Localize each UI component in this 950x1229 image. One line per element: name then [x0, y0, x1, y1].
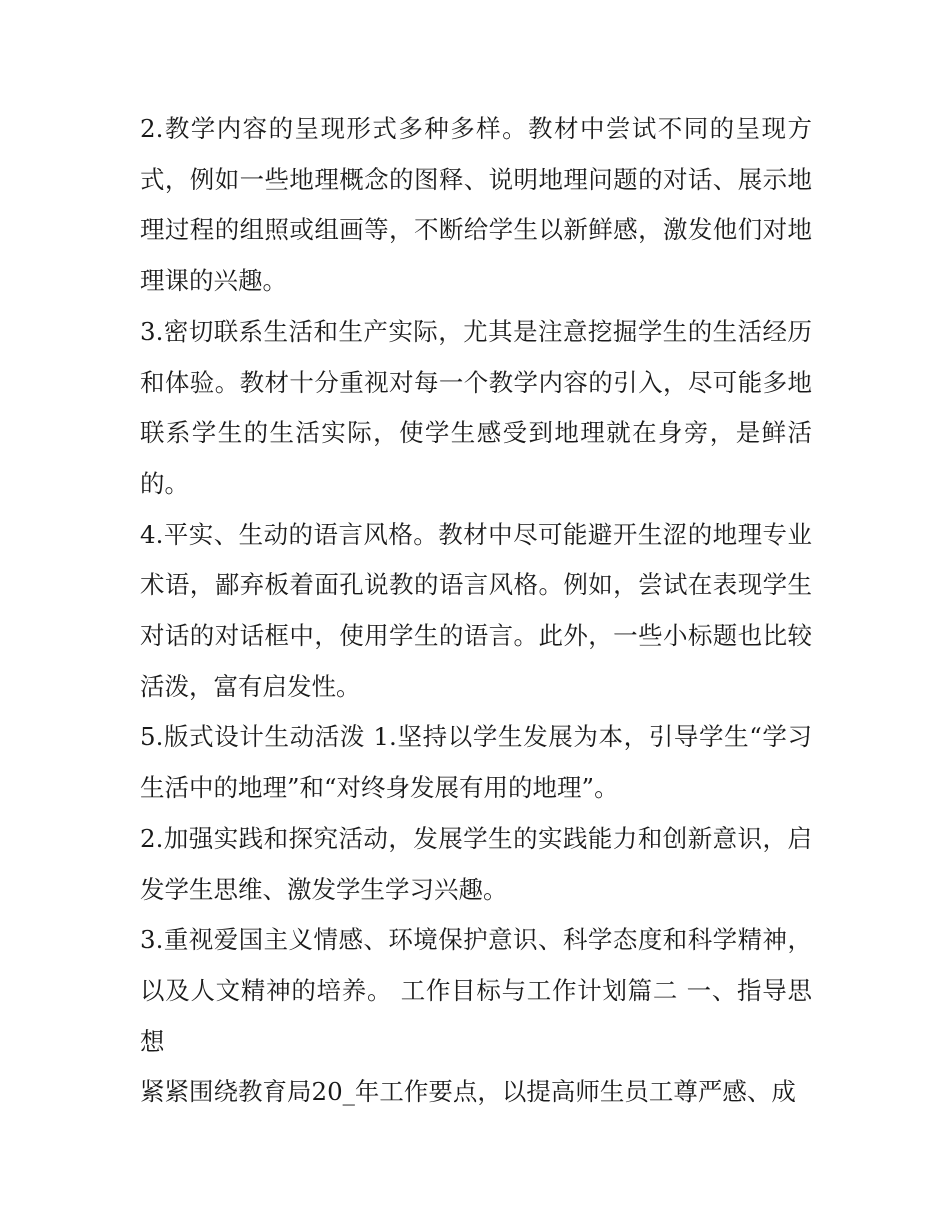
document-body: [140, 104, 812, 1118]
paragraph-7: 紧紧围绕教育局20_年工作要点，以提高师生员工尊严感、成: [140, 1077, 796, 1107]
paragraph-4: 5.版式设计生动活泼 1.坚持以学生发展为本，引导学生“学习生活中的地理”和“对终身发展有用的地理”。: [140, 722, 812, 803]
paragraph-1: 2.教学内容的呈现形式多种多样。教材中尝试不同的呈现方式，例如一些地理概念的图释、说明地理问题的对话、展示地理过程的组照或组画等，不断给学生以新鲜感，激发他们对地理课的兴趣。: [140, 114, 812, 296]
paragraph-5: 2.加强实践和探究活动，发展学生的实践能力和创新意识，启发学生思维、激发学生学习兴趣。: [140, 823, 812, 904]
paragraph-3: 4.平实、生动的语言风格。教材中尽可能避开生涩的地理专业术语，鄙弃板着面孔说教的语言风格。例如，尝试在表现学生对话的对话框中，使用学生的语言。此外，一些小标题也比较活泼，富有启发性。: [140, 519, 812, 701]
paragraph-6: 3.重视爱国主义情感、环境保护意识、科学态度和科学精神，以及人文精神的培养。 工作目标与工作计划篇二 一、指导思想: [140, 925, 812, 1056]
paragraph-2: 3.密切联系生活和生产实际，尤其是注意挖掘学生的生活经历和体验。教材十分重视对每一个教学内容的引入，尽可能多地联系学生的生活实际，使学生感受到地理就在身旁，是鲜活的。: [140, 316, 812, 498]
